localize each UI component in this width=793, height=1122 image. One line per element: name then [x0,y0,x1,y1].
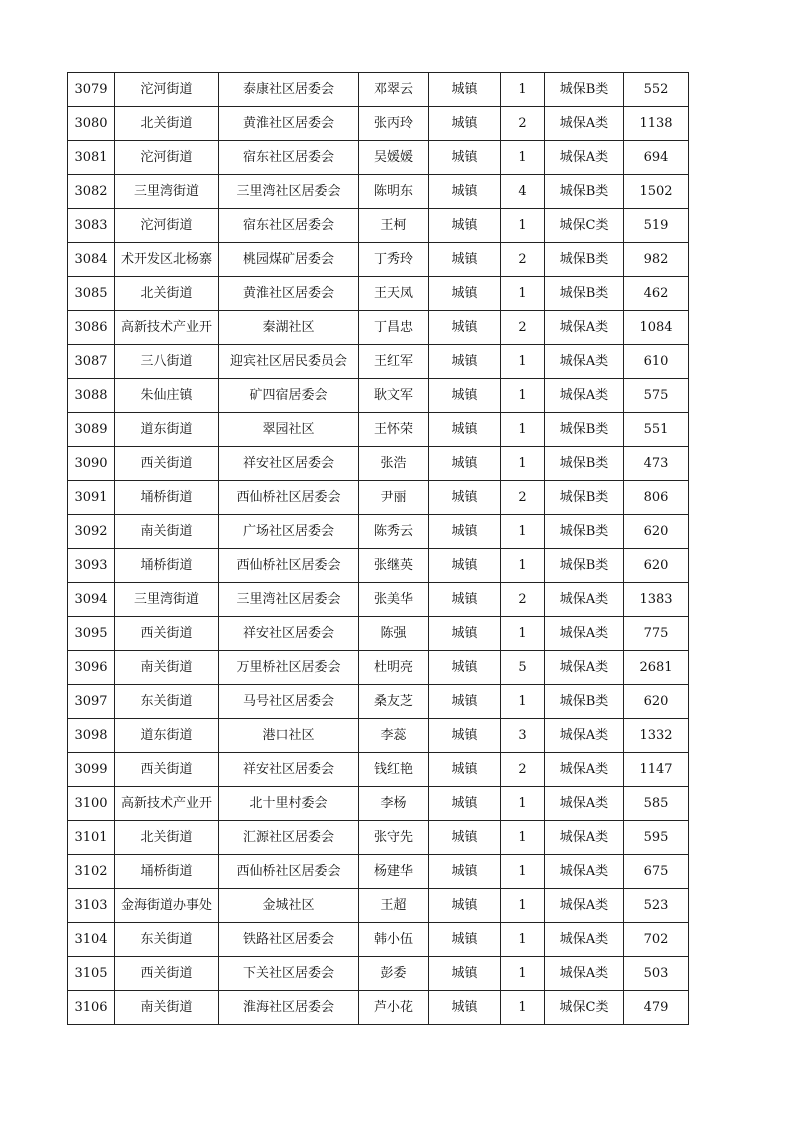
name-cell: 韩小伍 [359,923,429,957]
street-cell: 沱河街道 [115,73,219,107]
community-cell: 泰康社区居委会 [219,73,359,107]
street-cell: 三里湾街道 [115,175,219,209]
name-cell: 王红军 [359,345,429,379]
street-cell: 北关街道 [115,821,219,855]
name-cell: 王天凤 [359,277,429,311]
community-cell: 西仙桥社区居委会 [219,855,359,889]
household-size-cell: 1 [501,379,545,413]
household-size-cell: 1 [501,787,545,821]
community-cell: 祥安社区居委会 [219,753,359,787]
category-cell: 城保A类 [545,923,624,957]
table-row [68,447,689,481]
area-type-cell: 城镇 [429,583,501,617]
table-row [68,957,689,991]
amount-cell: 775 [624,617,689,651]
household-size-cell: 3 [501,719,545,753]
community-cell: 西仙桥社区居委会 [219,549,359,583]
area-type-cell: 城镇 [429,685,501,719]
area-type-cell: 城镇 [429,753,501,787]
category-cell: 城保A类 [545,107,624,141]
household-size-cell: 2 [501,753,545,787]
table-row [68,413,689,447]
amount-cell: 620 [624,515,689,549]
category-cell: 城保B类 [545,515,624,549]
street-cell: 西关街道 [115,447,219,481]
name-cell: 钱红艳 [359,753,429,787]
category-cell: 城保A类 [545,821,624,855]
table-row [68,345,689,379]
table-row [68,277,689,311]
street-cell: 北关街道 [115,107,219,141]
household-size-cell: 1 [501,855,545,889]
household-size-cell: 2 [501,243,545,277]
area-type-cell: 城镇 [429,651,501,685]
record-id-cell: 3100 [68,787,115,821]
category-cell: 城保C类 [545,209,624,243]
community-cell: 祥安社区居委会 [219,447,359,481]
table-row [68,311,689,345]
area-type-cell: 城镇 [429,787,501,821]
street-cell: 朱仙庄镇 [115,379,219,413]
area-type-cell: 城镇 [429,515,501,549]
area-type-cell: 城镇 [429,481,501,515]
record-id-cell: 3093 [68,549,115,583]
area-type-cell: 城镇 [429,889,501,923]
table-row [68,923,689,957]
category-cell: 城保A类 [545,889,624,923]
amount-cell: 702 [624,923,689,957]
category-cell: 城保B类 [545,413,624,447]
table-row [68,787,689,821]
area-type-cell: 城镇 [429,549,501,583]
category-cell: 城保A类 [545,617,624,651]
amount-cell: 694 [624,141,689,175]
street-cell: 沱河街道 [115,141,219,175]
category-cell: 城保A类 [545,855,624,889]
street-cell: 高新技术产业开 [115,311,219,345]
area-type-cell: 城镇 [429,923,501,957]
household-size-cell: 1 [501,617,545,651]
name-cell: 桑友芝 [359,685,429,719]
amount-cell: 1502 [624,175,689,209]
roster-table [67,72,689,1025]
community-cell: 宿东社区居委会 [219,141,359,175]
street-cell: 埇桥街道 [115,855,219,889]
record-id-cell: 3083 [68,209,115,243]
category-cell: 城保A类 [545,583,624,617]
name-cell: 陈强 [359,617,429,651]
record-id-cell: 3097 [68,685,115,719]
amount-cell: 806 [624,481,689,515]
record-id-cell: 3091 [68,481,115,515]
area-type-cell: 城镇 [429,855,501,889]
household-size-cell: 2 [501,481,545,515]
street-cell: 西关街道 [115,957,219,991]
area-type-cell: 城镇 [429,991,501,1025]
record-id-cell: 3106 [68,991,115,1025]
community-cell: 宿东社区居委会 [219,209,359,243]
record-id-cell: 3096 [68,651,115,685]
name-cell: 李蕊 [359,719,429,753]
community-cell: 马号社区居委会 [219,685,359,719]
household-size-cell: 2 [501,107,545,141]
area-type-cell: 城镇 [429,957,501,991]
area-type-cell: 城镇 [429,73,501,107]
category-cell: 城保B类 [545,481,624,515]
category-cell: 城保A类 [545,787,624,821]
record-id-cell: 3086 [68,311,115,345]
amount-cell: 519 [624,209,689,243]
amount-cell: 552 [624,73,689,107]
street-cell: 高新技术产业开 [115,787,219,821]
area-type-cell: 城镇 [429,617,501,651]
community-cell: 三里湾社区居委会 [219,175,359,209]
community-cell: 铁路社区居委会 [219,923,359,957]
record-id-cell: 3090 [68,447,115,481]
household-size-cell: 1 [501,277,545,311]
community-cell: 西仙桥社区居委会 [219,481,359,515]
category-cell: 城保B类 [545,277,624,311]
name-cell: 张继英 [359,549,429,583]
category-cell: 城保B类 [545,685,624,719]
name-cell: 王超 [359,889,429,923]
amount-cell: 620 [624,549,689,583]
record-id-cell: 3089 [68,413,115,447]
amount-cell: 479 [624,991,689,1025]
record-id-cell: 3102 [68,855,115,889]
name-cell: 杜明亮 [359,651,429,685]
table-row [68,685,689,719]
community-cell: 淮海社区居委会 [219,991,359,1025]
table-row [68,583,689,617]
table-row [68,821,689,855]
street-cell: 道东街道 [115,719,219,753]
household-size-cell: 1 [501,447,545,481]
community-cell: 黄淮社区居委会 [219,277,359,311]
community-cell: 迎宾社区居民委员会 [219,345,359,379]
amount-cell: 1332 [624,719,689,753]
name-cell: 耿文军 [359,379,429,413]
name-cell: 张守先 [359,821,429,855]
household-size-cell: 2 [501,583,545,617]
record-id-cell: 3087 [68,345,115,379]
name-cell: 陈秀云 [359,515,429,549]
street-cell: 埇桥街道 [115,549,219,583]
household-size-cell: 1 [501,141,545,175]
category-cell: 城保A类 [545,311,624,345]
category-cell: 城保B类 [545,243,624,277]
street-cell: 埇桥街道 [115,481,219,515]
household-size-cell: 5 [501,651,545,685]
record-id-cell: 3103 [68,889,115,923]
record-id-cell: 3081 [68,141,115,175]
record-id-cell: 3105 [68,957,115,991]
amount-cell: 595 [624,821,689,855]
record-id-cell: 3095 [68,617,115,651]
community-cell: 万里桥社区居委会 [219,651,359,685]
community-cell: 三里湾社区居委会 [219,583,359,617]
name-cell: 杨建华 [359,855,429,889]
area-type-cell: 城镇 [429,311,501,345]
record-id-cell: 3084 [68,243,115,277]
street-cell: 三里湾街道 [115,583,219,617]
household-size-cell: 1 [501,957,545,991]
street-cell: 三八街道 [115,345,219,379]
record-id-cell: 3104 [68,923,115,957]
area-type-cell: 城镇 [429,379,501,413]
amount-cell: 503 [624,957,689,991]
table-row [68,515,689,549]
table-row [68,481,689,515]
table-row [68,73,689,107]
street-cell: 东关街道 [115,923,219,957]
household-size-cell: 4 [501,175,545,209]
area-type-cell: 城镇 [429,719,501,753]
name-cell: 邓翠云 [359,73,429,107]
category-cell: 城保A类 [545,141,624,175]
area-type-cell: 城镇 [429,345,501,379]
category-cell: 城保B类 [545,175,624,209]
record-id-cell: 3082 [68,175,115,209]
community-cell: 汇源社区居委会 [219,821,359,855]
table-row [68,209,689,243]
amount-cell: 2681 [624,651,689,685]
category-cell: 城保B类 [545,447,624,481]
community-cell: 桃园煤矿居委会 [219,243,359,277]
category-cell: 城保B类 [545,73,624,107]
household-size-cell: 1 [501,821,545,855]
name-cell: 张丙玲 [359,107,429,141]
record-id-cell: 3079 [68,73,115,107]
street-cell: 西关街道 [115,753,219,787]
area-type-cell: 城镇 [429,107,501,141]
community-cell: 秦湖社区 [219,311,359,345]
street-cell: 西关街道 [115,617,219,651]
area-type-cell: 城镇 [429,413,501,447]
category-cell: 城保C类 [545,991,624,1025]
name-cell: 张美华 [359,583,429,617]
name-cell: 丁昌忠 [359,311,429,345]
household-size-cell: 1 [501,549,545,583]
street-cell: 东关街道 [115,685,219,719]
area-type-cell: 城镇 [429,141,501,175]
record-id-cell: 3085 [68,277,115,311]
table-row [68,753,689,787]
amount-cell: 675 [624,855,689,889]
record-id-cell: 3101 [68,821,115,855]
street-cell: 金海街道办事处 [115,889,219,923]
table-row [68,107,689,141]
table-row [68,175,689,209]
record-id-cell: 3080 [68,107,115,141]
category-cell: 城保A类 [545,753,624,787]
table-row [68,379,689,413]
amount-cell: 1383 [624,583,689,617]
name-cell: 张浩 [359,447,429,481]
street-cell: 南关街道 [115,651,219,685]
roster-body [68,73,689,1025]
table-row [68,991,689,1025]
street-cell: 北关街道 [115,277,219,311]
household-size-cell: 1 [501,73,545,107]
name-cell: 丁秀玲 [359,243,429,277]
street-cell: 南关街道 [115,515,219,549]
record-id-cell: 3092 [68,515,115,549]
category-cell: 城保A类 [545,957,624,991]
name-cell: 李杨 [359,787,429,821]
table-row [68,141,689,175]
record-id-cell: 3098 [68,719,115,753]
community-cell: 翠园社区 [219,413,359,447]
community-cell: 金城社区 [219,889,359,923]
name-cell: 尹丽 [359,481,429,515]
table-row [68,549,689,583]
street-cell: 沱河街道 [115,209,219,243]
street-cell: 道东街道 [115,413,219,447]
area-type-cell: 城镇 [429,447,501,481]
household-size-cell: 1 [501,345,545,379]
amount-cell: 551 [624,413,689,447]
community-cell: 黄淮社区居委会 [219,107,359,141]
area-type-cell: 城镇 [429,175,501,209]
amount-cell: 620 [624,685,689,719]
area-type-cell: 城镇 [429,821,501,855]
amount-cell: 462 [624,277,689,311]
amount-cell: 523 [624,889,689,923]
household-size-cell: 2 [501,311,545,345]
area-type-cell: 城镇 [429,243,501,277]
name-cell: 陈明东 [359,175,429,209]
table-row [68,243,689,277]
community-cell: 港口社区 [219,719,359,753]
community-cell: 下关社区居委会 [219,957,359,991]
community-cell: 北十里村委会 [219,787,359,821]
table-row [68,889,689,923]
household-size-cell: 1 [501,209,545,243]
area-type-cell: 城镇 [429,209,501,243]
household-size-cell: 1 [501,889,545,923]
amount-cell: 1084 [624,311,689,345]
record-id-cell: 3088 [68,379,115,413]
area-type-cell: 城镇 [429,277,501,311]
category-cell: 城保A类 [545,345,624,379]
amount-cell: 1147 [624,753,689,787]
household-size-cell: 1 [501,991,545,1025]
record-id-cell: 3099 [68,753,115,787]
table-row [68,719,689,753]
street-cell: 南关街道 [115,991,219,1025]
amount-cell: 575 [624,379,689,413]
record-id-cell: 3094 [68,583,115,617]
category-cell: 城保A类 [545,651,624,685]
street-cell: 术开发区北杨寨 [115,243,219,277]
amount-cell: 585 [624,787,689,821]
category-cell: 城保A类 [545,379,624,413]
household-size-cell: 1 [501,685,545,719]
table-row [68,651,689,685]
amount-cell: 610 [624,345,689,379]
household-size-cell: 1 [501,413,545,447]
household-size-cell: 1 [501,515,545,549]
community-cell: 矿四宿居委会 [219,379,359,413]
name-cell: 芦小花 [359,991,429,1025]
community-cell: 祥安社区居委会 [219,617,359,651]
name-cell: 王柯 [359,209,429,243]
community-cell: 广场社区居委会 [219,515,359,549]
table-row [68,617,689,651]
name-cell: 王怀荣 [359,413,429,447]
name-cell: 彭委 [359,957,429,991]
category-cell: 城保A类 [545,719,624,753]
amount-cell: 1138 [624,107,689,141]
name-cell: 吴媛媛 [359,141,429,175]
amount-cell: 473 [624,447,689,481]
amount-cell: 982 [624,243,689,277]
table-row [68,855,689,889]
category-cell: 城保B类 [545,549,624,583]
household-size-cell: 1 [501,923,545,957]
